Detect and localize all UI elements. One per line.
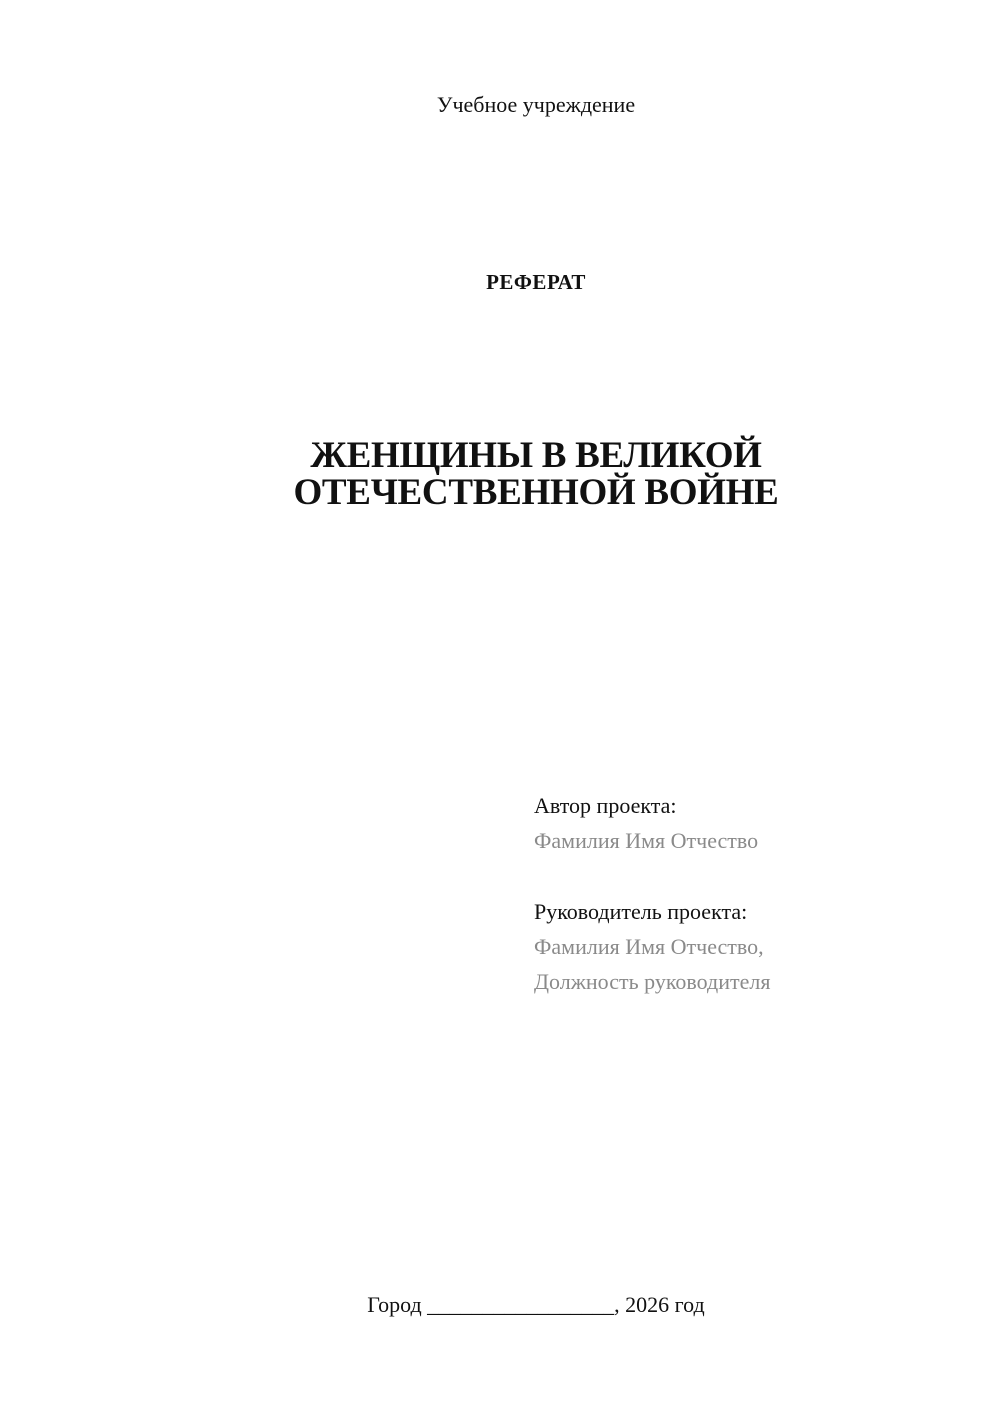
supervisor-name: Фамилия Имя Отчество, <box>534 934 764 959</box>
authors-spacer <box>534 858 974 894</box>
title-line-1: ЖЕНЩИНЫ В ВЕЛИКОЙ <box>310 435 762 476</box>
title-line-2: ОТЕЧЕСТВЕННОЙ ВОЙНЕ <box>293 472 779 513</box>
institution-name: Учебное учреждение <box>436 92 636 117</box>
author-name: Фамилия Имя Отчество <box>534 828 759 853</box>
author-label: Автор проекта: <box>534 793 677 818</box>
document-type: РЕФЕРАТ <box>486 270 586 294</box>
city-year-line: Город _________________, 2026 год <box>367 1292 705 1317</box>
supervisor-position: Должность руководителя <box>534 969 771 994</box>
document-title <box>0 437 1000 511</box>
supervisor-label: Руководитель проекта: <box>534 899 748 924</box>
authors-block <box>534 788 974 999</box>
